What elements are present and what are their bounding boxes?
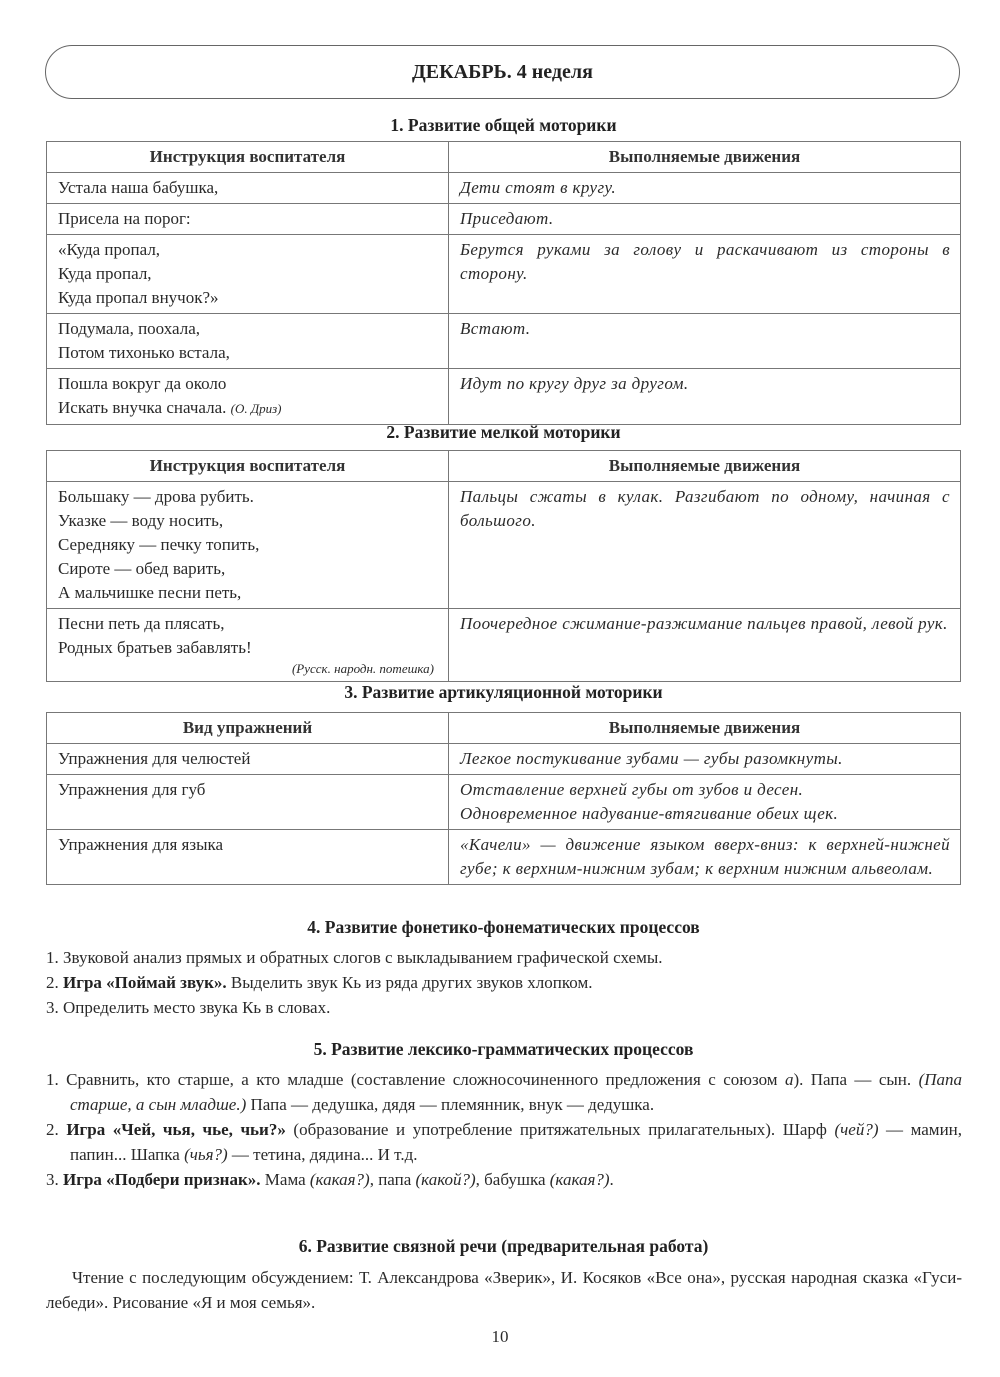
- movement-cell: Берутся руками за голову и раскачивают из стороны в сторону.: [449, 235, 961, 314]
- verse-line: Куда пропал,: [58, 264, 152, 283]
- section-6-paragraph: Чтение с последующим обсуждением: Т. Александрова «Зверик», И. Косяков «Все она», русская народная сказка «Гуси-лебеди». Рисование «Я и моя семья».: [46, 1268, 962, 1312]
- list-item: 1. Сравнить, кто старше, а кто младше (составление сложносочиненного предложения с союзом а). Папа — сын. (Папа старше, а сын младше.) Папа — дедушка, дядя — племянник, внук — дедушка.: [46, 1070, 963, 1114]
- page-number: 10: [491, 1327, 509, 1346]
- verse-line: Середняку — печку топить,: [58, 535, 260, 554]
- column-header: Выполняемые движения: [449, 713, 961, 744]
- verse-line: Подумала, поохала,: [58, 319, 201, 338]
- movement-cell: Пальцы сжаты в кулак. Разгибают по одному, начиная с большого.: [449, 482, 961, 609]
- table-row: [47, 204, 961, 235]
- movement-cell: [449, 775, 961, 830]
- page-title: ДЕКАБРЬ. 4 неделя: [412, 60, 593, 83]
- movement-cell: Приседают.: [449, 204, 961, 235]
- list-item: 3. Игра «Подбери признак». Мама (какая?), папа (какой?), бабушка (какая?).: [46, 1170, 614, 1189]
- source-attribution: (О. Дриз): [230, 401, 282, 416]
- section-5-heading: 5. Развитие лексико-грамматических процессов: [313, 1039, 694, 1059]
- table-row: [47, 744, 961, 775]
- movement-line: Легкое постукивание зубами — губы разомкнуты.: [460, 749, 843, 768]
- table-fine-motor: [46, 450, 961, 682]
- source-attribution: (Русск. народн. потешка): [291, 661, 434, 676]
- verse-line: Присела на порог:: [58, 209, 191, 228]
- list-item: 2. Игра «Поймай звук». Выделить звук Кь из ряда других звуков хлопком.: [46, 973, 593, 992]
- instruction-cell: [47, 482, 449, 609]
- table-header: [47, 451, 961, 482]
- page-title-banner: [45, 45, 960, 99]
- column-header: Выполняемые движения: [449, 451, 961, 482]
- movement-line: Одновременное надувание-втягивание обеих щек.: [460, 804, 839, 823]
- verse-line: «Куда пропал,: [58, 240, 161, 259]
- movement-cell: [449, 744, 961, 775]
- column-header: Инструкция воспитателя: [47, 142, 449, 173]
- verse-line: Родных братьев забавлять!: [58, 638, 252, 657]
- exercise-type-cell: Упражнения для губ: [47, 775, 449, 830]
- table-general-motor: [46, 141, 961, 425]
- table-row: [47, 830, 961, 885]
- table-articulation: [46, 712, 961, 885]
- verse-line: Искать внучка сначала.: [58, 398, 227, 417]
- verse-line: Большаку — дрова рубить.: [58, 487, 254, 506]
- movement-cell: Встают.: [449, 314, 961, 369]
- section-2-heading: 2. Развитие мелкой моторики: [386, 422, 621, 442]
- table-row: [47, 314, 961, 369]
- section-5-list: [46, 1067, 962, 1192]
- exercise-type-cell: Упражнения для языка: [47, 830, 449, 885]
- verse-line: Куда пропал внучок?»: [58, 288, 219, 307]
- table-row: [47, 609, 961, 682]
- instruction-cell: [47, 314, 449, 369]
- table-row: [47, 482, 961, 609]
- verse-line: Сироте — обед варить,: [58, 559, 226, 578]
- verse-line: Указке — воду носить,: [58, 511, 224, 530]
- section-4-heading: 4. Развитие фонетико-фонематических процессов: [307, 917, 700, 937]
- instruction-cell: [47, 609, 449, 682]
- verse-line: А мальчишке песни петь,: [58, 583, 242, 602]
- list-item: 1. Звуковой анализ прямых и обратных слогов с выкладыванием графической схемы.: [46, 948, 663, 967]
- table-header: [47, 142, 961, 173]
- list-item: 3. Определить место звука Кь в словах.: [46, 998, 331, 1017]
- section-6-heading: 6. Развитие связной речи (предварительная работа): [298, 1236, 709, 1256]
- verse-line: Песни петь да плясать,: [58, 614, 225, 633]
- section-3-heading: 3. Развитие артикуляционной моторики: [344, 682, 663, 702]
- table-row: [47, 369, 961, 425]
- instruction-cell: [47, 369, 449, 425]
- list-item: 2. Игра «Чей, чья, чье, чьи?» (образование и употребление притяжательных прилагательных). Шарф (чей?) — мамин, папин... Шапка (чья?) — тетина, дядина... И т.д.: [46, 1120, 963, 1164]
- section-4-list: [46, 945, 962, 1020]
- instruction-cell: [47, 204, 449, 235]
- movement-cell: Дети стоят в кругу.: [449, 173, 961, 204]
- verse-line: Пошла вокруг да около: [58, 374, 227, 393]
- movement-line: Отставление верхней губы от зубов и десен.: [460, 780, 804, 799]
- instruction-cell: [47, 235, 449, 314]
- movement-cell: Поочередное сжимание-разжимание пальцев правой, левой рук.: [449, 609, 961, 682]
- table-header: [47, 713, 961, 744]
- verse-line: Потом тихонько встала,: [58, 343, 230, 362]
- table-row: [47, 235, 961, 314]
- exercise-type-cell: Упражнения для челюстей: [47, 744, 449, 775]
- column-header: Вид упражнений: [47, 713, 449, 744]
- section-1-heading: 1. Развитие общей моторики: [390, 115, 617, 135]
- movement-cell: Идут по кругу друг за другом.: [449, 369, 961, 425]
- instruction-cell: [47, 173, 449, 204]
- column-header: Инструкция воспитателя: [47, 451, 449, 482]
- table-row: [47, 775, 961, 830]
- movement-line: «Качели» — движение языком вверх-вниз: к верхней-нижней губе; к верхним-нижним зубам; к верхним нижним альвеолам.: [460, 835, 950, 878]
- table-row: [47, 173, 961, 204]
- column-header: Выполняемые движения: [449, 142, 961, 173]
- verse-line: Устала наша бабушка,: [58, 178, 219, 197]
- movement-cell: [449, 830, 961, 885]
